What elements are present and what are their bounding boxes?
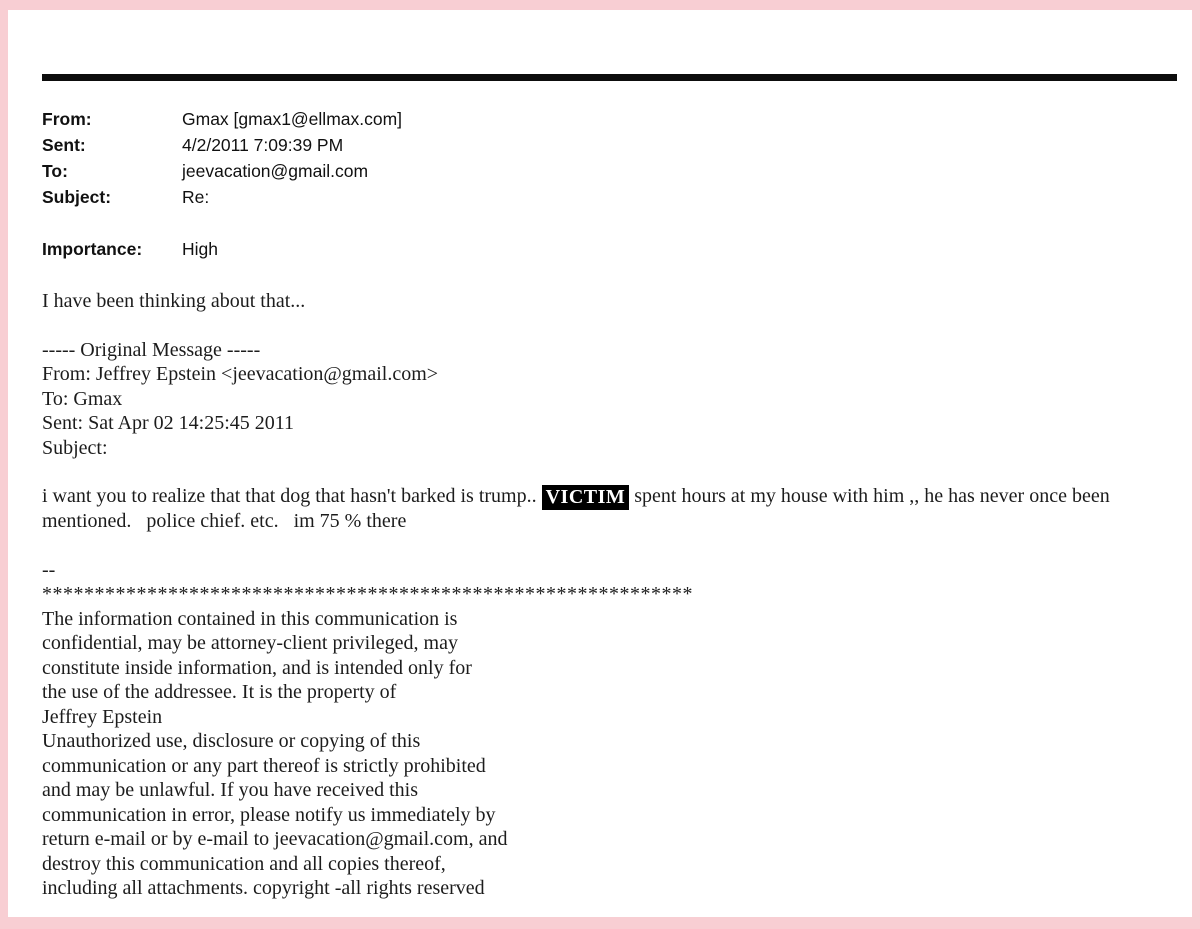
- original-sent-line: Sent: Sat Apr 02 14:25:45 2011: [42, 412, 295, 434]
- legal-disclaimer: [42, 607, 1192, 901]
- disclaimer-line: return e-mail or by e-mail to jeevacation@gmail.com, and: [42, 828, 508, 850]
- disclaimer-line: The information contained in this communication is: [42, 607, 458, 630]
- blank-line: [42, 314, 1192, 338]
- sent-label: Sent:: [42, 135, 86, 155]
- blank-line: [42, 460, 1192, 484]
- header-row-sent: [42, 132, 1192, 158]
- disclaimer-line: communication in error, please notify us immediately by: [42, 803, 496, 826]
- from-label: From:: [42, 109, 92, 129]
- signature-dashes: --: [42, 558, 56, 581]
- from-value: Gmax [gmax1@ellmax.com]: [182, 109, 403, 129]
- disclaimer-line: destroy this communication and all copies thereof,: [42, 852, 446, 875]
- header-row-to: [42, 158, 1192, 184]
- header-row-subject: [42, 184, 1192, 210]
- message-text-post-redaction: spent hours at my house with him ,, he has never once been: [629, 485, 1110, 507]
- to-label: To:: [42, 161, 68, 181]
- disclaimer-line: the use of the addressee. It is the property of: [42, 681, 397, 703]
- disclaimer-line: including all attachments. copyright -all rights reserved: [42, 877, 485, 899]
- to-value: jeevacation@gmail.com: [182, 161, 369, 181]
- disclaimer-line: confidential, may be attorney-client privileged, may: [42, 632, 458, 654]
- message-line-1: [42, 484, 1192, 509]
- disclaimer-line: constitute inside information, and is intended only for: [42, 656, 472, 679]
- header-row-importance: [42, 236, 1192, 262]
- asterisk-separator: **************************************************************: [42, 583, 693, 605]
- message-paragraph: [42, 484, 1192, 534]
- importance-value: High: [182, 239, 218, 259]
- message-line-2: mentioned. police chief. etc. im 75 % there: [42, 510, 407, 532]
- disclaimer-line: Jeffrey Epstein: [42, 705, 163, 728]
- header-row-from: [42, 106, 1192, 132]
- blank-line: [42, 534, 1192, 558]
- original-message-header: [42, 338, 1192, 461]
- sent-value: 4/2/2011 7:09:39 PM: [182, 135, 344, 155]
- importance-label: Importance:: [42, 239, 143, 259]
- disclaimer-line: and may be unlawful. If you have received this: [42, 779, 418, 801]
- original-to-line: To: Gmax: [42, 387, 123, 410]
- email-header: [42, 106, 1192, 262]
- message-text-pre-redaction: i want you to realize that that dog that hasn't barked is trump..: [42, 485, 542, 507]
- intro-line: I have been thinking about that...: [42, 290, 306, 312]
- email-document-page: [8, 10, 1192, 917]
- disclaimer-line: communication or any part thereof is strictly prohibited: [42, 754, 486, 777]
- disclaimer-line: Unauthorized use, disclosure or copying of this: [42, 730, 421, 752]
- email-body: [42, 289, 1192, 901]
- header-divider-rule: [42, 74, 1177, 81]
- original-message-separator: ----- Original Message -----: [42, 338, 261, 361]
- original-subject-line: Subject:: [42, 436, 108, 459]
- subject-label: Subject:: [42, 187, 112, 207]
- original-from-line: From: Jeffrey Epstein <jeevacation@gmail.com>: [42, 363, 439, 385]
- victim-redaction-box: VICTIM: [542, 485, 630, 510]
- subject-value: Re:: [182, 187, 210, 207]
